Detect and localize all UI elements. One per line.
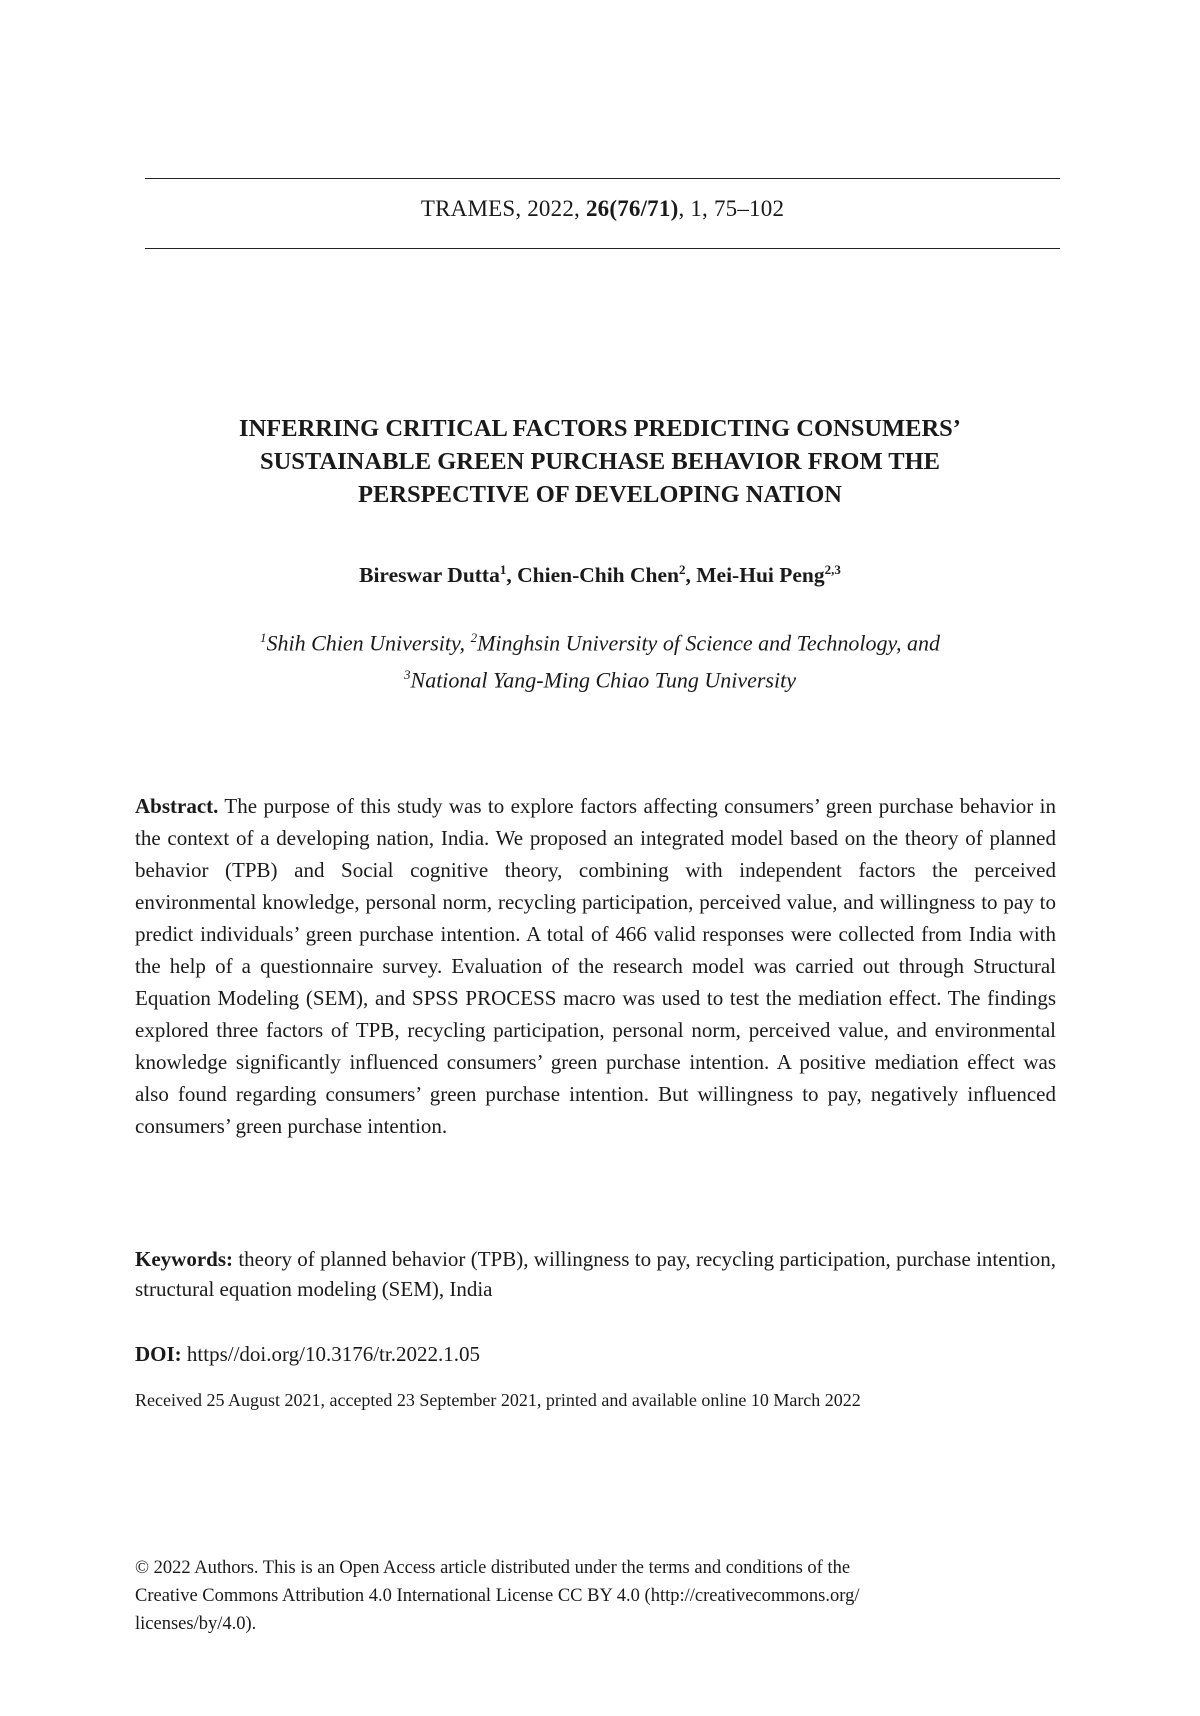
author-separator: ,: [685, 563, 697, 588]
journal-citation: [145, 196, 1060, 222]
received-dates: Received 25 August 2021, accepted 23 September 2021, printed and available online 10 March 2022: [135, 1390, 861, 1410]
journal-name-year: TRAMES, 2022,: [420, 196, 586, 221]
abstract: [135, 790, 1056, 1142]
doi-label: DOI:: [135, 1342, 182, 1366]
journal-volume: 26(76/71): [585, 196, 679, 221]
title-line: PERSPECTIVE OF DEVELOPING NATION: [358, 481, 842, 508]
affiliation-text: Shih Chien University,: [266, 630, 471, 656]
author-name: Bireswar Dutta: [359, 563, 500, 588]
affiliation-line: [120, 622, 1080, 659]
paper-title: [120, 412, 1080, 511]
author-name: Mei-Hui Peng: [696, 563, 825, 588]
author-separator: ,: [506, 563, 518, 588]
affiliation-text: Minghsin University of Science and Technology, and: [477, 630, 941, 656]
header-bottom-rule: [145, 248, 1060, 249]
title-line: INFERRING CRITICAL FACTORS PREDICTING CONSUMERS’: [239, 415, 961, 442]
author-affiliation-mark: 2: [679, 562, 686, 577]
affiliation-mark: 2: [470, 630, 478, 645]
affiliation-mark: 1: [259, 630, 267, 645]
author-affiliation-mark: 2,3: [824, 562, 841, 577]
header-top-rule: [145, 178, 1060, 179]
affiliation-mark: 3: [404, 667, 411, 683]
license-line: licenses/by/4.0).: [135, 1614, 257, 1634]
abstract-text: The purpose of this study was to explore factors affecting consumers’ green purchase behavior in the context of a developing nation, India. We proposed an integrated model based on the theory of planned behavior (TPB) and Social cognitive theory, combining with independent factors the perceived environmental knowledge, personal norm, recycling participation, perceived value, and willingness to pay to predict individuals’ green purchase intention. A total of 466 valid responses were collected from India with the help of a questionnaire survey. Evaluation of the research model was carried out through Structural Equation Modeling (SEM), and SPSS PROCESS macro was used to test the mediation effect. The findings explored three factors of TPB, recycling participation, personal norm, perceived value, and environmental knowledge significantly influenced consumers’ green purchase intention. A positive mediation effect was also found regarding consumers’ green purchase intention. But willingness to pay, negatively influenced consumers’ green purchase intention.: [135, 794, 1056, 1138]
affiliations: [120, 622, 1080, 697]
affiliation-text: National Yang-Ming Chiao Tung University: [410, 667, 796, 693]
doi-link[interactable]: https//doi.org/10.3176/tr.2022.1.05: [186, 1342, 480, 1366]
license-line: © 2022 Authors. This is an Open Access article distributed under the terms and conditions of the: [135, 1558, 851, 1578]
license-notice: [135, 1554, 1035, 1638]
license-line: Creative Commons Attribution 4.0 International License CC BY 4.0 (http://creativecommons.org/: [135, 1586, 860, 1606]
doi: [135, 1342, 1056, 1367]
keywords-label: Keywords:: [135, 1247, 233, 1271]
keywords-text: theory of planned behavior (TPB), willingness to pay, recycling participation, purchase intention, structural equation modeling (SEM), India: [135, 1247, 1056, 1301]
author-affiliation-mark: 1: [499, 562, 507, 577]
affiliation-line: [120, 659, 1080, 696]
journal-issue-pages: , 1, 75–102: [678, 196, 785, 221]
abstract-label: Abstract.: [135, 794, 219, 818]
author-name: Chien-Chih Chen: [517, 563, 679, 588]
title-line: SUSTAINABLE GREEN PURCHASE BEHAVIOR FROM THE: [259, 448, 940, 475]
author-list: [120, 562, 1080, 588]
keywords: [135, 1244, 1056, 1304]
